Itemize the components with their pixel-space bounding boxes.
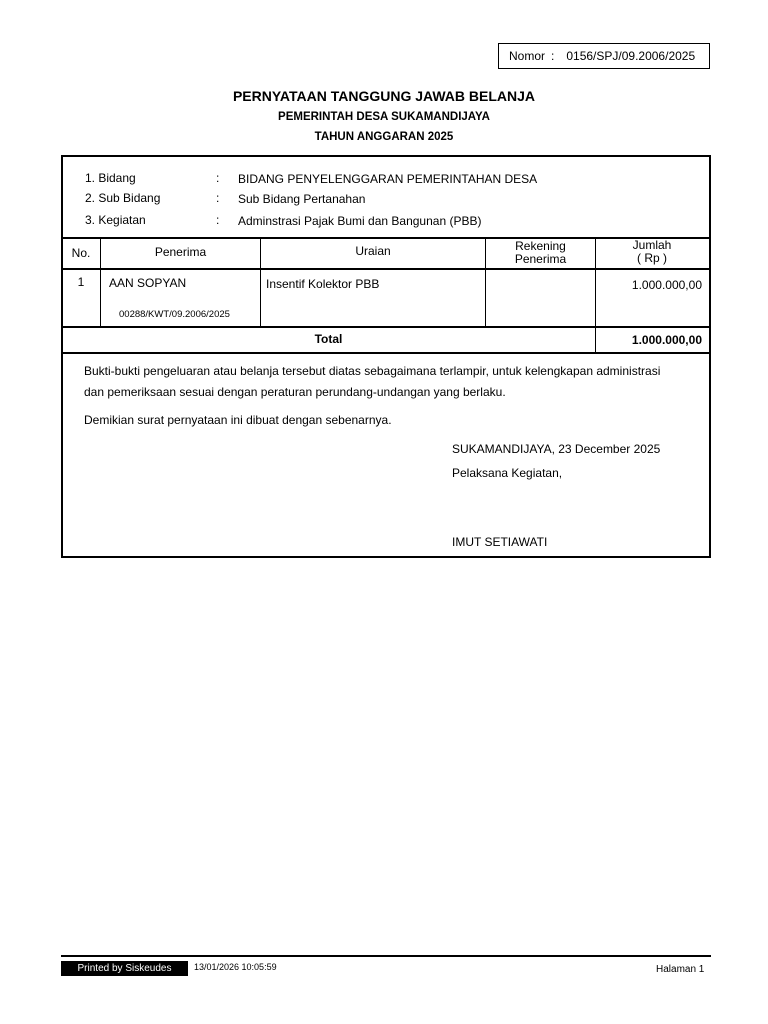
info-key-kegiatan: 3. Kegiatan bbox=[85, 213, 146, 227]
statement-line-3: Demikian surat pernyataan ini dibuat dengan sebenarnya. bbox=[84, 413, 392, 427]
info-value-bidang: BIDANG PENYELENGGARAN PEMERINTAHAN DESA bbox=[238, 172, 538, 186]
info-key-bidang: 1. Bidang bbox=[85, 171, 136, 185]
table-total-border bbox=[61, 352, 711, 354]
header-jumlah-line2: ( Rp ) bbox=[637, 251, 667, 265]
print-timestamp: 13/01/2026 10:05:59 bbox=[194, 962, 277, 972]
header-no: No. bbox=[71, 246, 91, 260]
row-jumlah: 1.000.000,00 bbox=[631, 278, 702, 292]
document-number-value: 0156/SPJ/09.2006/2025 bbox=[566, 49, 696, 63]
footer-divider bbox=[61, 955, 711, 957]
signature-place-date: SUKAMANDIJAYA, 23 December 2025 bbox=[452, 442, 661, 456]
row-uraian: Insentif Kolektor PBB bbox=[266, 277, 380, 291]
row-penerima: AAN SOPYAN bbox=[109, 276, 187, 290]
header-penerima: Penerima bbox=[154, 245, 207, 259]
row-kwitansi-number: 00288/KWT/09.2006/2025 bbox=[119, 309, 230, 320]
info-sep-kegiatan: : bbox=[216, 213, 220, 227]
document-number-label: Nomor bbox=[509, 49, 546, 63]
table-body-border bbox=[61, 326, 711, 328]
document-number-box bbox=[498, 43, 710, 69]
document-subtitle: PEMERINTAH DESA SUKAMANDIJAYA bbox=[278, 111, 490, 123]
info-value-kegiatan: Adminstrasi Pajak Bumi dan Bangunan (PBB) bbox=[238, 214, 482, 228]
header-rekening-line1: Rekening bbox=[515, 239, 566, 253]
header-rekening bbox=[486, 240, 595, 266]
info-key-sub-bidang: 2. Sub Bidang bbox=[85, 191, 161, 205]
header-uraian: Uraian bbox=[355, 244, 391, 258]
printed-by-badge: Printed by Siskeudes bbox=[61, 961, 188, 976]
statement-line-1: Bukti-bukti pengeluaran atau belanja tersebut diatas sebagaimana terlampir, untuk kelengkapan administrasi bbox=[84, 364, 661, 378]
info-sep-sub-bidang: : bbox=[216, 191, 220, 205]
statement-line-2: dan pemeriksaan sesuai dengan peraturan perundang-undangan yang berlaku. bbox=[84, 385, 506, 399]
signature-role: Pelaksana Kegiatan, bbox=[452, 466, 563, 480]
table-header-border bbox=[61, 268, 711, 270]
header-jumlah-line1: Jumlah bbox=[632, 238, 672, 252]
header-jumlah bbox=[596, 239, 708, 265]
info-value-sub-bidang: Sub Bidang Pertanahan bbox=[238, 192, 366, 206]
page-number: Halaman 1 bbox=[656, 964, 705, 975]
document-title: PERNYATAAN TANGGUNG JAWAB BELANJA bbox=[232, 88, 536, 104]
fiscal-year: TAHUN ANGGARAN 2025 bbox=[314, 131, 454, 143]
signature-name: IMUT SETIAWATI bbox=[452, 535, 548, 549]
header-rekening-line2: Penerima bbox=[514, 252, 567, 266]
total-value: 1.000.000,00 bbox=[631, 333, 702, 347]
document-number-separator: : bbox=[551, 49, 555, 63]
total-label: Total bbox=[314, 332, 343, 346]
row-no: 1 bbox=[77, 275, 85, 289]
info-sep-bidang: : bbox=[216, 171, 220, 185]
